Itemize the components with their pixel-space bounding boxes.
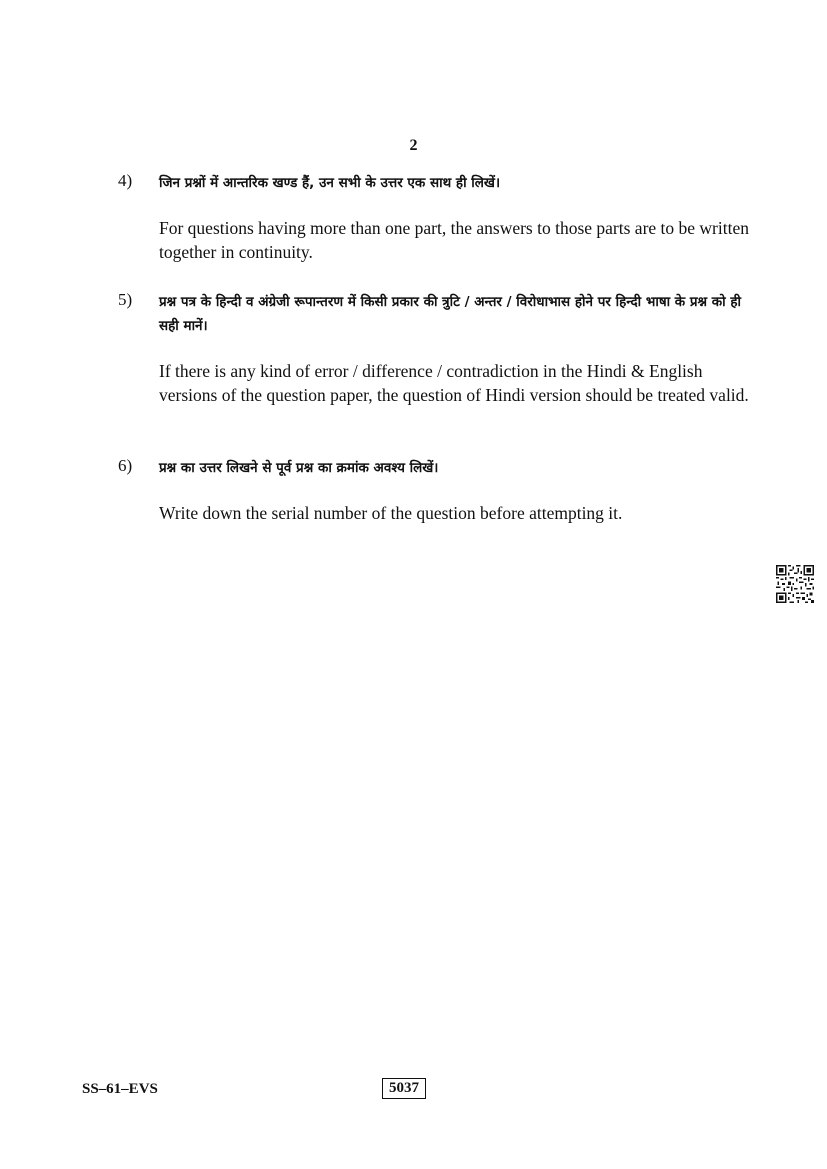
footer-code: SS–61–EVS — [82, 1081, 158, 1097]
instruction-number: 5) — [118, 290, 133, 309]
instruction-english-text: For questions having more than one part, the answers to those parts are to be written together in continuity. — [159, 218, 749, 262]
instruction-hindi-text: प्रश्न पत्र के हिन्दी व अंग्रेजी रूपान्तरण में किसी प्रकार की त्रुटि / अन्तर / विरोधाभास होने पर हिन्दी भाषा के प्रश्न को ही सही मानें। — [159, 294, 742, 334]
instruction-number: 4) — [118, 171, 133, 190]
qr-code-icon — [776, 565, 814, 603]
instruction-english-text: Write down the serial number of the question before attempting it. — [159, 503, 623, 523]
instruction-hindi-text: प्रश्न का उत्तर लिखने से पूर्व प्रश्न का क्रमांक अवश्य लिखें। — [159, 460, 439, 476]
footer-box-number: 5037 — [382, 1078, 426, 1099]
page-number: 2 — [409, 137, 418, 154]
instruction-number: 6) — [118, 456, 133, 475]
instruction-english-text: If there is any kind of error / difference / contradiction in the Hindi & English versions of the question paper, the question of Hindi version should be treated valid. — [159, 361, 749, 405]
instruction-hindi-text: जिन प्रश्नों में आन्तरिक खण्ड हैं, उन सभी के उत्तर एक साथ ही लिखें। — [159, 175, 501, 191]
